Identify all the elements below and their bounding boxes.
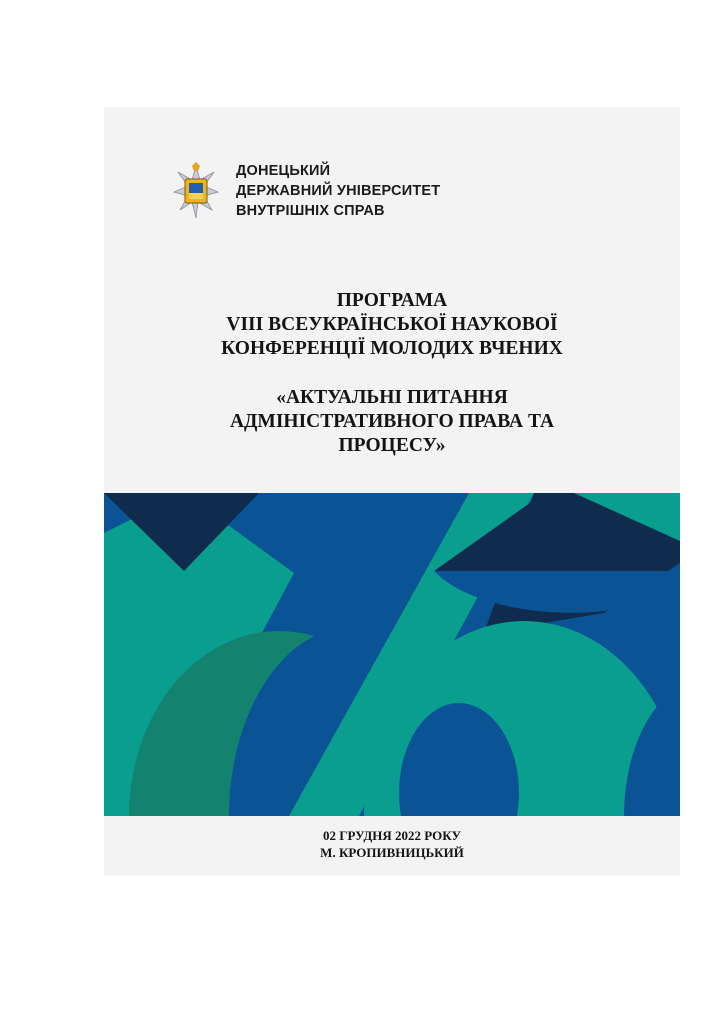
title-line: КОНФЕРЕНЦІЇ МОЛОДИХ ВЧЕНИХ [221, 338, 563, 359]
institution-name-line: ВНУТРІШНІХ СПРАВ [236, 203, 385, 219]
cover-page [104, 107, 680, 875]
event-city: М. КРОПИВНИЦЬКИЙ [320, 845, 464, 860]
program-title [104, 289, 680, 458]
event-date: 02 ГРУДНЯ 2022 РОКУ [323, 828, 461, 843]
institution-name [236, 161, 440, 221]
event-info [104, 827, 680, 861]
title-line: VIII ВСЕУКРАЇНСЬКОЇ НАУКОВОЇ [226, 314, 558, 335]
institution-logo-block [172, 157, 452, 227]
geometric-cover-art [104, 493, 680, 816]
university-emblem-icon [172, 162, 220, 220]
conference-topic-line: «АКТУАЛЬНІ ПИТАННЯ [276, 387, 508, 408]
conference-topic-line: ПРОЦЕСУ» [338, 435, 446, 456]
title-line: ПРОГРАМА [336, 290, 448, 311]
institution-name-line: ДОНЕЦЬКИЙ [236, 163, 331, 179]
institution-name-line: ДЕРЖАВНИЙ УНІВЕРСИТЕТ [236, 183, 441, 199]
conference-topic-line: АДМІНІСТРАТИВНОГО ПРАВА ТА [229, 411, 555, 432]
